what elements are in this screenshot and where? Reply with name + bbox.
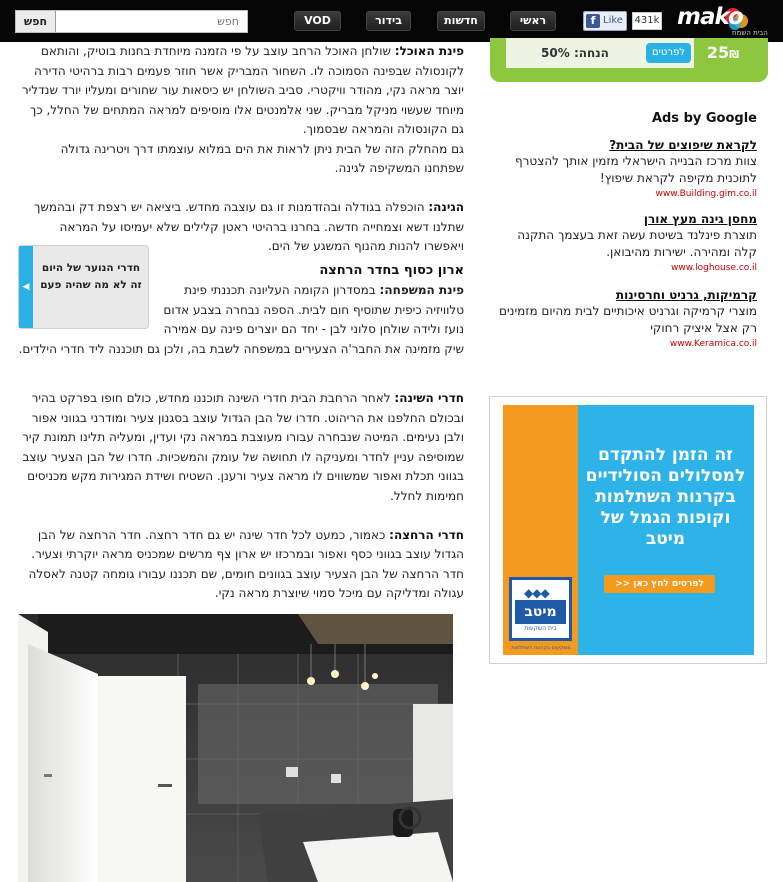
- bathroom-photo-illustration: [18, 614, 453, 882]
- paragraph-family-corner: [18, 281, 464, 359]
- paragraph-text: כאמור, כמעט לכל חדר שינה יש גם חדר רחצה. חדר הרחצה של הבן הגדול עוצב בגווני כסף ואפור ובמרכזו יש ארון צף מרשים שמכניס מראה יוקרתי וצעיר. חדר הרחצה של הבן הצעיר עוצב בגוונים חומים, שם תכננו עבורו גומחה קטנה לאסלה עגולה ומדליקה עם מיכל סמוי שיוצרת מראה נקי.: [28, 527, 464, 600]
- facebook-like-label: Like: [603, 15, 623, 26]
- banner-ad-frame: [489, 396, 767, 664]
- paragraph-label: חדרי הרחצה:: [389, 527, 464, 542]
- ad-url[interactable]: www.loghouse.co.il: [671, 263, 757, 273]
- deal-promo-inner: [506, 38, 752, 68]
- paragraph-dining-continued: גם מהחלק הזה של הבית ניתן לראות את הים במלוא עוצמתו דרך ויטרינה גדולה שפתחנו המשקיפה לגינה.: [60, 141, 464, 175]
- paragraph-label: הגינה:: [428, 200, 464, 214]
- deal-currency: ₪: [729, 48, 740, 61]
- article-body-top: [18, 42, 464, 276]
- ads-by-google-label[interactable]: Ads by Google: [651, 111, 757, 126]
- ad-item[interactable]: [495, 287, 757, 351]
- deal-price-value: 25: [706, 43, 730, 62]
- meitav-logo: [509, 577, 572, 641]
- top-bar: [0, 0, 783, 42]
- search-button[interactable]: חפש: [16, 11, 56, 32]
- nav-home-button[interactable]: ראשי: [510, 11, 556, 31]
- paragraph-text: שולחן האוכל הרחב עוצב על פי הזמנה מיוחדת בחנות בוטיק, והותאם לקונסולה שבפינה הסמוכה לו. השחור המבריק אשר חוזר פעמים רבות ברהיטי הדירה יוצר מראה נקי, מהודר וויקטרי. סביב השולחן יש כיסאות עור שחורים ומעליו יורד שנדליר מיוחד שעשוי מניקל מבריק. שני אלמנטים אלו מוסיפים למראה המתחים של החלל, כך גם הקונסולה והמראה שבסמוך.: [21, 44, 464, 136]
- nav-vod-button[interactable]: VOD: [294, 11, 341, 31]
- paragraph-text: שיק מזמינה את החבר'ה הצעירים במשפחה לשבת בה, ולכן גם תוכננה ליד חדרי הילדים.: [18, 341, 464, 356]
- bathroom-photo[interactable]: [18, 614, 453, 882]
- paragraph-text: הוכפלה בגודלה ובהזדמנות זו גם עוצבה מחדש. ביציאה יש רצפת דק ובהמשך שתלנו דשא וצמחייה חדשה. בחרנו ברהיטי ראטן קלילים שלא יעמיסו על המראה ויאפשרו להנות מהנוף המשגע של הים.: [33, 200, 464, 253]
- ad-title[interactable]: מחסן גינה מעץ אורן: [643, 212, 757, 226]
- facebook-like-count: 431k: [632, 12, 662, 30]
- nav-entertainment-button[interactable]: בידור: [366, 11, 411, 31]
- meitav-logo-name: מיטב: [515, 600, 566, 624]
- related-article-title[interactable]: חדרי הנוער של היום זה לא מה שהיה פעם: [40, 262, 142, 291]
- arrow-left-icon: ◀: [19, 246, 33, 328]
- search-box: [15, 10, 248, 33]
- deal-details-button[interactable]: לפרטים: [646, 43, 691, 63]
- section-subhead-text: ארון כסוף בחדר הרחצה: [319, 263, 464, 278]
- ad-url[interactable]: www.Building.gim.co.il: [655, 189, 757, 199]
- logo-subtitle: הבית השמח: [732, 29, 768, 37]
- ad-body: מוצרי קרמיקה וגרניט איכותיים לבית מהיום מזמינים רק אצל איציק רחוקי: [499, 304, 757, 335]
- paragraph-label: פינת המשפחה:: [379, 283, 464, 297]
- banner-headline: זה הזמן להתקדם למסלולים הסולידיים בקרנות השתלמות וקופות הגמל של מיטב: [585, 445, 746, 549]
- facebook-like-button[interactable]: [583, 11, 627, 31]
- paragraph-text: לאחר הרחבת הבית חדרי השינה תוכננו מחדש, כולם חופו בפרקט בהיר ובכולם החלפנו את הריהוט. חדרו של הבן הגדול עוצב בסגנון צעיר ומודרני בגווני אפור ולבן נעימים. המיטה שנבחרה עבורו מעוצבת במראה נקי ועדין, ומעליה תלינו תמונת קיר שמוסיפה עניין לחדר ומעניקה לו תחושה של עומק והמשכיות. חדרו של הבן הצעיר עוצב בגווני תכלת ואפור שמשווים לו מראה צעיר ורענן. השטיח ושידת המגירות מקש מכניסים חמימות לחלל.: [22, 391, 464, 503]
- diamonds-icon: ◆◆◆: [524, 586, 549, 600]
- deal-promo[interactable]: [490, 38, 768, 82]
- ad-url[interactable]: www.Keramica.co.il: [669, 339, 757, 349]
- ad-item[interactable]: [495, 137, 757, 201]
- paragraph-label: חדרי השינה:: [394, 391, 464, 405]
- site-logo[interactable]: [677, 4, 769, 38]
- paragraph-first-lines: [18, 281, 464, 340]
- nav-news-button[interactable]: חדשות: [437, 11, 485, 31]
- article-body-bottom: [18, 389, 464, 623]
- banner-tagline: משקיעים בקרנות השתלמות: [511, 645, 571, 651]
- section-subhead: [190, 261, 464, 283]
- ad-body: צוות מרכז הבנייה הישראלי מזמין אותך להצטרף לתוכנית מקיפה לקראת שיפוץ!: [514, 154, 757, 185]
- ad-body: תוצרת פינלנד בשיטת עשה זאת בעצמך התקנה קלה ומהירה. ישירות מהיבואן.: [517, 228, 757, 259]
- deal-price: [694, 38, 752, 68]
- ad-title[interactable]: לקראת שיפוצים של הבית?: [609, 138, 757, 152]
- facebook-icon: f: [586, 14, 600, 28]
- ad-item[interactable]: [495, 211, 757, 275]
- paragraph-text: במסדרון הקומה העליונה תכננתי פינת טלוויזיה כיפית שתוסיף חום לבית. הספה נבחרה בצבע אדום נועז ולידה שולחן סלוני לבן - יחד הם יוצרים פינה עם אמירה: [163, 283, 464, 336]
- deal-discount: הנחה: 50%: [541, 46, 609, 60]
- logo-text: mako: [677, 4, 743, 30]
- meitav-logo-subtitle: בית השקעות: [524, 625, 557, 632]
- banner-ad[interactable]: [503, 405, 754, 655]
- paragraph-bathrooms: [18, 526, 464, 604]
- paragraph-bedrooms: [18, 389, 464, 506]
- search-input[interactable]: [57, 11, 247, 32]
- paragraph-label: פינת האוכל:: [394, 44, 464, 58]
- paragraph-dining: [18, 42, 464, 140]
- ad-title[interactable]: קרמיקות, גרניט וחרסינות: [615, 288, 757, 302]
- banner-cta-button[interactable]: לפרטים לחץ כאן <<: [604, 575, 715, 593]
